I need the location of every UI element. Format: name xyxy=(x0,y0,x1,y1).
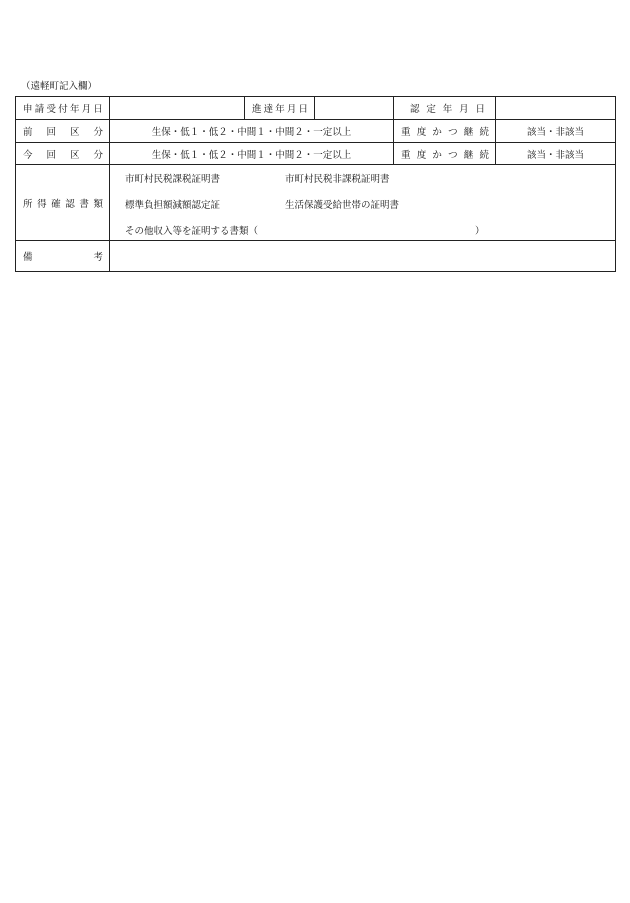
application-date-field[interactable] xyxy=(110,97,245,120)
label-char: 類 xyxy=(93,198,103,210)
welfare-cert-option[interactable]: 生活保護受給世帯の証明書 xyxy=(285,200,400,211)
label-char: 申 xyxy=(23,104,33,115)
label-char: 定 xyxy=(426,104,436,115)
non-tax-cert-option[interactable]: 市町村民税非課税証明書 xyxy=(285,174,390,185)
current-severe-label xyxy=(394,147,495,161)
label-char: 考 xyxy=(93,252,103,263)
standard-burden-cert-option[interactable]: 標準負担額減額認定証 xyxy=(125,200,221,211)
label-char: 日 xyxy=(93,104,103,115)
current-severe-label-cell xyxy=(394,143,496,165)
current-category-label xyxy=(16,143,109,164)
label-char: 年 xyxy=(442,104,453,115)
label-char: 分 xyxy=(93,149,103,161)
notice-date-label-cell xyxy=(245,97,315,120)
application-date-label-cell xyxy=(16,97,110,120)
previous-category-label xyxy=(16,120,109,142)
label-char: 区 xyxy=(69,127,80,138)
label-char: 重 xyxy=(401,127,411,138)
label-char: 請 xyxy=(34,104,45,115)
certification-date-field[interactable] xyxy=(496,97,616,120)
label-char: 認 xyxy=(410,104,420,115)
previous-category-options[interactable]: 生保・低１・低２・中間１・中間２・一定以上 xyxy=(110,120,394,143)
previous-severe-label-cell xyxy=(394,120,496,143)
label-char: か xyxy=(432,149,442,161)
label-char: 月 xyxy=(81,104,92,115)
certification-date-label xyxy=(394,101,495,115)
label-char: 継 xyxy=(463,149,474,161)
current-category-label-cell xyxy=(16,143,110,165)
dates-row xyxy=(16,97,616,120)
label-char: 年 xyxy=(275,104,285,115)
label-char: 重 xyxy=(401,149,411,161)
other-docs-prefix: その他収入等を証明する書類（ xyxy=(125,226,259,237)
label-char: 受 xyxy=(46,104,56,115)
label-char: 日 xyxy=(475,104,485,115)
label-char: 続 xyxy=(479,127,489,138)
notice-date-field[interactable] xyxy=(315,97,394,120)
label-char: 月 xyxy=(459,104,469,115)
label-char: 区 xyxy=(69,149,80,161)
label-char: 度 xyxy=(416,149,427,161)
notice-date-label xyxy=(245,97,314,119)
income-docs-list xyxy=(110,165,615,240)
label-char: 続 xyxy=(479,149,489,161)
label-char: 回 xyxy=(46,127,56,138)
label-char: 度 xyxy=(416,127,427,138)
remarks-field[interactable] xyxy=(110,241,616,272)
previous-category-label-cell xyxy=(16,120,110,143)
label-char: 得 xyxy=(37,198,47,210)
current-severe-options[interactable]: 該当・非該当 xyxy=(496,143,616,165)
section-label: （遠軽町記入欄） xyxy=(21,81,98,92)
label-char: 日 xyxy=(298,104,308,115)
entry-form-table xyxy=(15,96,616,272)
label-char: 備 xyxy=(23,252,33,263)
remarks-label xyxy=(16,241,109,271)
certification-date-label-cell xyxy=(394,97,496,120)
label-char: つ xyxy=(448,127,458,138)
other-docs-suffix: ） xyxy=(475,226,485,237)
previous-category-row xyxy=(16,120,616,143)
label-char: か xyxy=(432,127,442,138)
label-char: 継 xyxy=(463,127,474,138)
label-char: 達 xyxy=(263,104,274,115)
label-char: 回 xyxy=(46,149,56,161)
label-char: 確 xyxy=(51,198,61,210)
label-char: 前 xyxy=(23,127,33,138)
remarks-label-cell xyxy=(16,241,110,272)
label-char: 所 xyxy=(23,198,33,210)
label-char: 今 xyxy=(23,149,33,161)
label-char: 分 xyxy=(93,127,103,138)
income-docs-label xyxy=(16,165,109,240)
current-category-options[interactable]: 生保・低１・低２・中間１・中間２・一定以上 xyxy=(110,143,394,165)
label-char: 書 xyxy=(79,198,89,210)
label-char: 認 xyxy=(65,198,75,210)
label-char: 月 xyxy=(286,104,297,115)
tax-cert-option[interactable]: 市町村民税課税証明書 xyxy=(125,174,221,185)
previous-severe-options[interactable]: 該当・非該当 xyxy=(496,120,616,143)
application-date-label xyxy=(16,97,109,119)
label-char: つ xyxy=(448,149,458,161)
label-char: 年 xyxy=(69,104,80,115)
label-char: 進 xyxy=(252,104,262,115)
current-category-row xyxy=(16,143,616,165)
income-docs-label-cell xyxy=(16,165,110,241)
income-docs-cell xyxy=(110,165,616,241)
previous-severe-label xyxy=(394,124,495,138)
income-docs-row xyxy=(16,165,616,241)
remarks-row xyxy=(16,241,616,272)
label-char: 付 xyxy=(58,104,68,115)
